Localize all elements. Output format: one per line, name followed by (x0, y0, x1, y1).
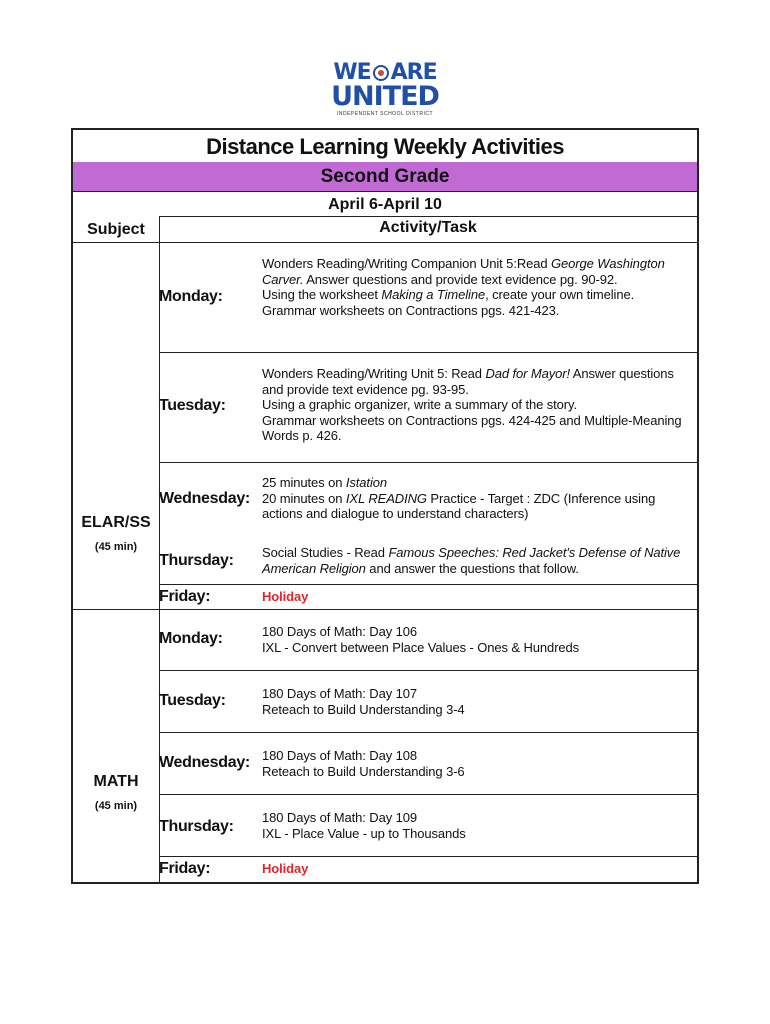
task-header: Activity/Task (379, 219, 477, 236)
logo-united: UNITED (331, 81, 439, 112)
subject-duration: (45 min) (94, 541, 138, 553)
elar-friday-task: Holiday (262, 589, 309, 604)
elar-thursday-label: Thursday: (159, 552, 234, 569)
district-logo (331, 62, 439, 118)
seal-icon (373, 65, 389, 81)
subject-name: MATH (93, 773, 139, 790)
math-thursday-label: Thursday: (159, 818, 234, 835)
elar-friday-label: Friday: (159, 588, 211, 605)
logo-are: ARE (390, 60, 437, 85)
elar-tuesday-task: Wonders Reading/Writing Unit 5: Read Dad for Mayor! Answer questions and provide text evidence pg. 93-95. Using a graphic organizer, write a summary of the story. Grammar worksheets on Contractions pgs. 424-425 and Multiple-Meaning Words p. 426. (262, 366, 682, 443)
logo-we: WE (333, 60, 371, 85)
subject-elar (73, 514, 159, 553)
elar-monday-label: Monday: (159, 288, 223, 305)
math-friday-label: Friday: (159, 860, 211, 877)
elar-tuesday-label: Tuesday: (159, 397, 226, 414)
subject-duration: (45 min) (94, 800, 138, 812)
math-monday-label: Monday: (159, 630, 223, 647)
math-tuesday-label: Tuesday: (159, 692, 226, 709)
activities-table (71, 128, 699, 884)
elar-wednesday-label: Wednesday: (159, 490, 250, 507)
elar-thursday-task: Social Studies - Read Famous Speeches: Red Jacket's Defense of Native American Religion and answer the questions that follow. (262, 545, 681, 576)
math-monday-task: 180 Days of Math: Day 106 IXL - Convert between Place Values - Ones & Hundreds (262, 624, 580, 655)
elar-monday-task: Wonders Reading/Writing Companion Unit 5:Read George Washington Carver. Answer questions and provide text evidence pg. 90-92. Using the worksheet Making a Timeline, create your own timeline. Grammar worksheets on Contractions pgs. 421-423. (262, 256, 665, 318)
subject-header: Subject (87, 221, 145, 238)
math-wednesday-task: 180 Days of Math: Day 108 Reteach to Build Understanding 3-6 (262, 748, 465, 779)
logo-subtitle: INDEPENDENT SCHOOL DISTRICT (336, 111, 433, 117)
math-wednesday-label: Wednesday: (159, 754, 250, 771)
page-title: Distance Learning Weekly Activities (206, 134, 564, 159)
grade-banner: Second Grade (73, 162, 697, 191)
math-tuesday-task: 180 Days of Math: Day 107 Reteach to Build Understanding 3-4 (262, 686, 465, 717)
subject-name: ELAR/SS (81, 514, 151, 531)
math-thursday-task: 180 Days of Math: Day 109 IXL - Place Value - up to Thousands (262, 810, 466, 841)
elar-wednesday-task: 25 minutes on Istation 20 minutes on IXL READING Practice - Target : ZDC (Inference using actions and dialogue to understand characters) (262, 475, 656, 521)
subject-math (73, 773, 159, 812)
date-range: April 6-April 10 (328, 196, 442, 213)
math-friday-task: Holiday (262, 861, 309, 876)
